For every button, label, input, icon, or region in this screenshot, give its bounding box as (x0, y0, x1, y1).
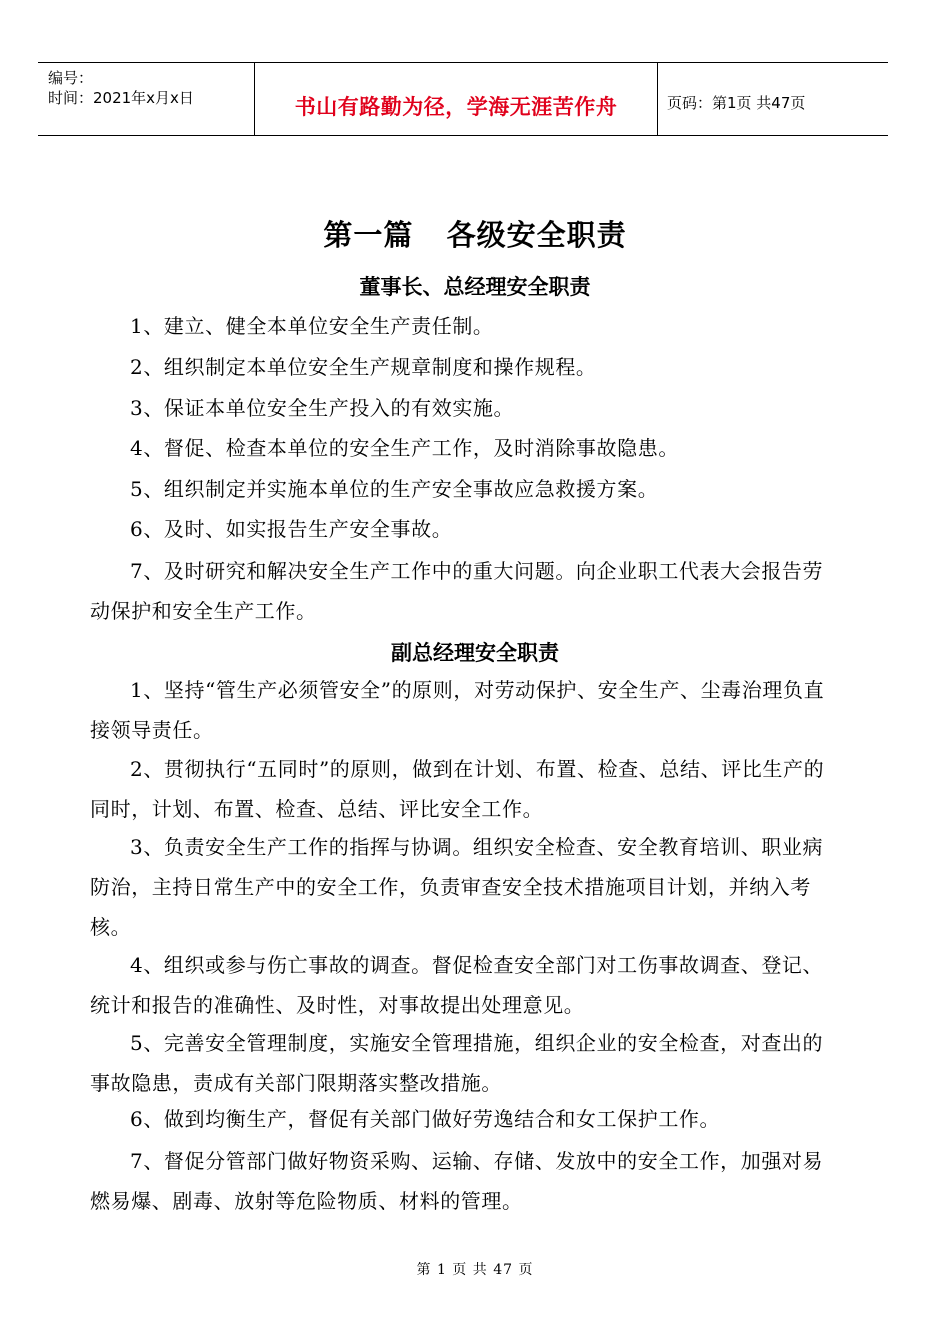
list-item: 1、建立、健全本单位安全生产责任制。 (130, 314, 494, 338)
list-item: 1、坚持“管生产必须管安全”的原则，对劳动保护、安全生产、尘毒治理负直接领导责任。 (90, 678, 825, 742)
list-item: 3、保证本单位安全生产投入的有效实施。 (130, 396, 515, 420)
header-left-cell (38, 63, 254, 135)
list-item: 4、督促、检查本单位的安全生产工作，及时消除事故隐患。 (130, 436, 679, 460)
page-info: 页码：第1页 共47页 (667, 94, 806, 112)
list-item: 2、贯彻执行“五同时”的原则，做到在计划、布置、检查、总结、评比生产的同时，计划、布置、检查、总结、评比安全工作。 (90, 757, 825, 821)
time-label: 时间：2021年x月x日 (48, 89, 194, 107)
page-header (38, 62, 888, 136)
header-motto-cell (254, 63, 658, 135)
header-page-cell (657, 63, 888, 135)
list-item: 7、督促分管部门做好物资采购、运输、存储、发放中的安全工作，加强对易燃易爆、剧毒、放射等危险物质、材料的管理。 (90, 1149, 824, 1213)
list-item: 4、组织或参与伤亡事故的调查。督促检查安全部门对工伤事故调查、登记、统计和报告的准确性、及时性，对事故提出处理意见。 (90, 953, 824, 1017)
list-item: 5、组织制定并实施本单位的生产安全事故应急救援方案。 (130, 477, 659, 501)
list-item: 7、及时研究和解决安全生产工作中的重大问题。向企业职工代表大会报告劳动保护和安全生产工作。 (90, 559, 824, 623)
list-item: 6、做到均衡生产，督促有关部门做好劳逸结合和女工保护工作。 (130, 1107, 721, 1131)
page-footer: 第 1 页 共 47 页 (416, 1262, 534, 1278)
serial-number-label: 编号： (48, 69, 94, 87)
list-item: 2、组织制定本单位安全生产规章制度和操作规程。 (130, 355, 597, 379)
list-item: 5、完善安全管理制度，实施安全管理措施，组织企业的安全检查，对查出的事故隐患，责成有关部门限期落实整改措施。 (90, 1031, 824, 1095)
section-heading: 董事长、总经理安全职责 (359, 274, 591, 299)
list-item: 6、及时、如实报告生产安全事故。 (130, 517, 453, 541)
document-title: 第一篇 各级安全职责 (323, 218, 627, 252)
section-heading: 副总经理安全职责 (391, 640, 559, 665)
motto-text: 书山有路勤为径，学海无涯苦作舟 (294, 95, 618, 119)
list-item: 3、负责安全生产工作的指挥与协调。组织安全检查、安全教育培训、职业病防治，主持日常生产中的安全工作，负责审查安全技术措施项目计划，并纳入考核。 (90, 835, 824, 939)
